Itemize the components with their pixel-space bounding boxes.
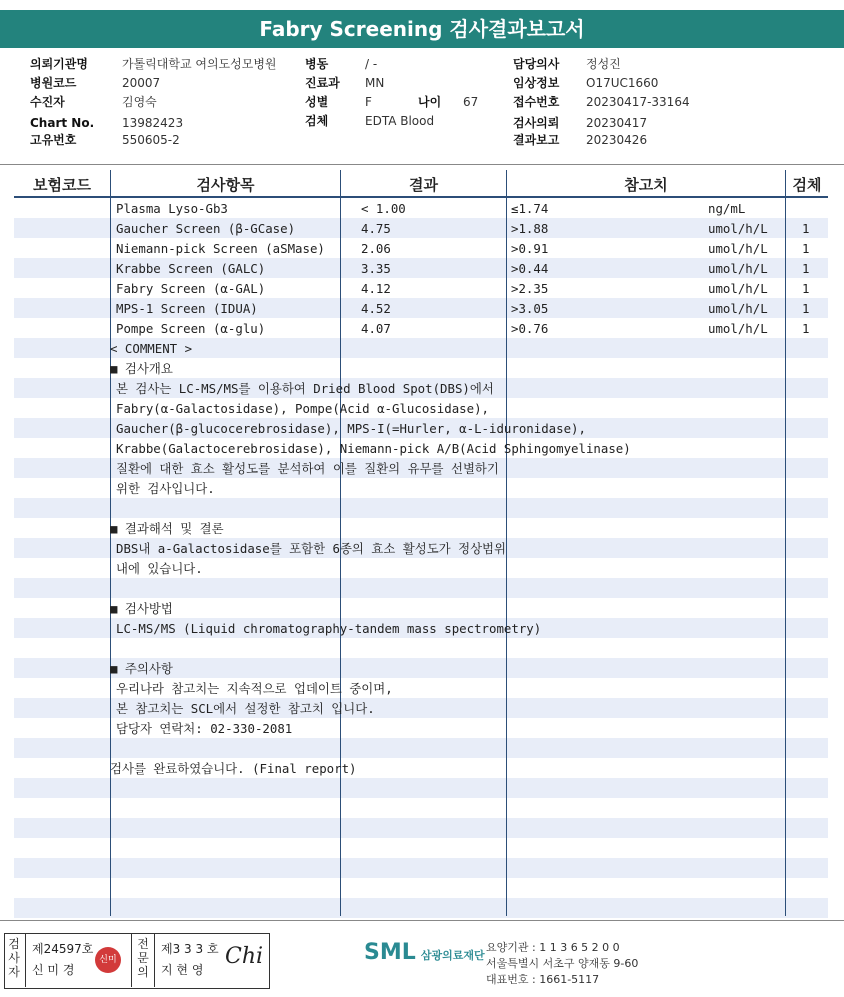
header-divider xyxy=(0,164,844,165)
specimen-code: 1 xyxy=(802,321,810,336)
header-label: 접수번호 xyxy=(513,95,560,109)
test-item: Gaucher Screen (β-GCase) xyxy=(116,221,296,236)
col-test-item: 검사항목 xyxy=(196,176,255,194)
comment-line: 우리나라 참고치는 지속적으로 업데이트 중이며, xyxy=(116,681,393,696)
test-item: Niemann-pick Screen (aSMase) xyxy=(116,241,325,256)
inst-line: 서울특별시 서초구 양재동 9-60 xyxy=(486,957,639,970)
header-field xyxy=(30,131,180,150)
header-value: 가톨릭대학교 여의도성모병원 xyxy=(122,57,277,71)
col-result: 결과 xyxy=(409,176,438,194)
comment-line: Gaucher(β-glucocerebrosidase), MPS-I(=Hurler, α-L-iduronidase), xyxy=(116,421,586,436)
table-header-line xyxy=(14,196,828,198)
header-value: / - xyxy=(365,57,378,71)
header-field xyxy=(305,112,434,131)
test-result: 4.12 xyxy=(361,281,391,296)
row-band xyxy=(14,738,828,758)
unit: ng/mL xyxy=(708,201,746,216)
header-field xyxy=(513,93,690,112)
header-value: 13982423 xyxy=(122,116,184,130)
header-value: 20007 xyxy=(122,76,161,90)
header-value: F xyxy=(365,95,372,109)
reference-range: >2.35 xyxy=(511,281,549,296)
sig-divider xyxy=(154,933,155,987)
header-value: 550605-2 xyxy=(122,133,180,147)
row-band xyxy=(14,898,828,918)
test-result: 4.75 xyxy=(361,221,391,236)
test-item: Pompe Screen (α-glu) xyxy=(116,321,266,336)
header-label: 의뢰기관명 xyxy=(30,57,88,71)
col-insurance-code: 보험코드 xyxy=(33,176,91,194)
institution-info xyxy=(486,940,638,988)
header-label: 결과보고 xyxy=(513,133,560,147)
result-row xyxy=(0,279,844,299)
row-band xyxy=(14,778,828,798)
comment-line: 내에 있습니다. xyxy=(116,561,203,576)
tester-number: 제24597호 xyxy=(32,942,94,956)
test-result: 3.35 xyxy=(361,261,391,276)
comment-section-title: ■ 검사개요 xyxy=(110,361,173,376)
reference-range: >1.88 xyxy=(511,221,549,236)
header-value: 20230417-33164 xyxy=(586,95,690,109)
header-field xyxy=(305,74,384,93)
test-result: 4.07 xyxy=(361,321,391,336)
unit: umol/h/L xyxy=(708,241,768,256)
reference-range: >3.05 xyxy=(511,301,549,316)
specialist-number: 제3 3 3 호 xyxy=(161,942,219,956)
header-label: 진료과 xyxy=(305,76,340,90)
header-label: 검체 xyxy=(305,114,329,128)
comment-section-title: ■ 주의사항 xyxy=(110,661,173,676)
header-value: 정성진 xyxy=(586,57,621,71)
age-value: 67 xyxy=(463,95,479,109)
header-label: 담당의사 xyxy=(513,57,560,71)
col-specimen: 검체 xyxy=(792,176,822,194)
inst-line: 대표번호 : 1661-5117 xyxy=(486,973,600,986)
result-row xyxy=(0,199,844,219)
row-band xyxy=(14,498,828,518)
unit: umol/h/L xyxy=(708,281,768,296)
row-band xyxy=(14,858,828,878)
header-label: 임상정보 xyxy=(513,76,560,90)
comment-line: Krabbe(Galactocerebrosidase), Niemann-pick A/B(Acid Sphingomyelinase) xyxy=(116,441,631,456)
comment-line: DBS내 a-Galactosidase를 포함한 6종의 효소 활성도가 정상범위 xyxy=(116,541,506,556)
reference-range: >0.76 xyxy=(511,321,549,336)
specimen-code: 1 xyxy=(802,281,810,296)
unit: umol/h/L xyxy=(708,301,768,316)
result-row xyxy=(0,299,844,319)
header-label: 성별 xyxy=(305,95,329,109)
header-value: EDTA Blood xyxy=(365,114,435,128)
specialist-label: 전문의 xyxy=(137,937,149,979)
logo-name: 삼광의료재단 xyxy=(420,949,485,962)
header-field xyxy=(513,131,647,150)
comment-line: 위한 검사입니다. xyxy=(116,481,215,496)
comment-section-title: ■ 결과해석 및 결론 xyxy=(110,521,224,536)
reference-range: ≤1.74 xyxy=(511,201,549,216)
final-report-text: 검사를 완료하였습니다. (Final report) xyxy=(110,761,357,776)
result-row xyxy=(0,259,844,279)
header-value: 20230417 xyxy=(586,116,648,130)
col-reference: 참고치 xyxy=(624,176,668,194)
header-label: 고유번호 xyxy=(30,133,77,147)
comment-line: 본 참고치는 SCL에서 설정한 참고치 입니다. xyxy=(116,701,375,716)
test-result: 4.52 xyxy=(361,301,391,316)
header-value: MN xyxy=(365,76,385,90)
header-label: 수진자 xyxy=(30,95,65,109)
test-item: Fabry Screen (α-GAL) xyxy=(116,281,266,296)
header-label: Chart No. xyxy=(30,116,95,130)
result-row xyxy=(0,219,844,239)
header-field xyxy=(305,55,377,74)
header-label: 검사의뢰 xyxy=(513,116,560,130)
specialist-name: 지 현 영 xyxy=(161,963,204,977)
inst-line: 요양기관 : 1 1 3 6 5 2 0 0 xyxy=(486,941,620,954)
sig-divider xyxy=(25,933,26,987)
comment-line: 본 검사는 LC-MS/MS를 이용하여 Dried Blood Spot(DBS)에서 xyxy=(116,381,494,396)
header-label: 병원코드 xyxy=(30,76,77,90)
row-band xyxy=(14,578,828,598)
result-row xyxy=(0,319,844,339)
unit: umol/h/L xyxy=(708,261,768,276)
unit: umol/h/L xyxy=(708,321,768,336)
comment-heading: < COMMENT > xyxy=(110,341,193,356)
comment-line: 질환에 대한 효소 활성도를 분석하여 이를 질환의 유무를 선별하기 xyxy=(116,461,499,476)
header-field xyxy=(30,55,277,74)
test-item: MPS-1 Screen (IDUA) xyxy=(116,301,258,316)
test-item: Krabbe Screen (GALC) xyxy=(116,261,266,276)
reference-range: >0.44 xyxy=(511,261,549,276)
header-field xyxy=(513,74,658,93)
comment-line: LC-MS/MS (Liquid chromatography-tandem mass spectrometry) xyxy=(116,621,542,636)
specimen-code: 1 xyxy=(802,241,810,256)
comment-section-title: ■ 검사방법 xyxy=(110,601,173,616)
header-label: 병동 xyxy=(305,57,329,71)
tester-label: 검사자 xyxy=(8,937,20,979)
specimen-code: 1 xyxy=(802,261,810,276)
header-field xyxy=(30,74,160,93)
report-title: Fabry Screening 검사결과보고서 xyxy=(0,10,844,48)
row-band xyxy=(14,818,828,838)
reference-range: >0.91 xyxy=(511,241,549,256)
header-field xyxy=(30,93,157,112)
logo-mark: SML xyxy=(364,940,416,965)
header-field xyxy=(305,93,372,112)
header-value: 20230426 xyxy=(586,133,648,147)
specimen-code: 1 xyxy=(802,301,810,316)
sig-divider xyxy=(131,933,132,987)
header-field xyxy=(513,55,621,74)
result-row xyxy=(0,239,844,259)
unit: umol/h/L xyxy=(708,221,768,236)
test-result: 2.06 xyxy=(361,241,391,256)
comment-line: 담당자 연락처: 02-330-2081 xyxy=(116,721,293,736)
tester-stamp: 신미 xyxy=(95,947,121,973)
comment-line: Fabry(α-Galactosidase), Pompe(Acid α-Glucosidase), xyxy=(116,401,489,416)
test-item: Plasma Lyso-Gb3 xyxy=(116,201,228,216)
specialist-signature: Chi xyxy=(225,944,264,969)
footer-divider xyxy=(0,920,844,921)
header-value: O17UC1660 xyxy=(586,76,659,90)
tester-name: 신 미 경 xyxy=(32,963,75,977)
age-field xyxy=(418,93,478,112)
age-label: 나이 xyxy=(418,95,442,109)
sml-logo xyxy=(364,940,485,965)
header-value: 김영숙 xyxy=(122,95,157,109)
test-result: < 1.00 xyxy=(361,201,406,216)
specimen-code: 1 xyxy=(802,221,810,236)
